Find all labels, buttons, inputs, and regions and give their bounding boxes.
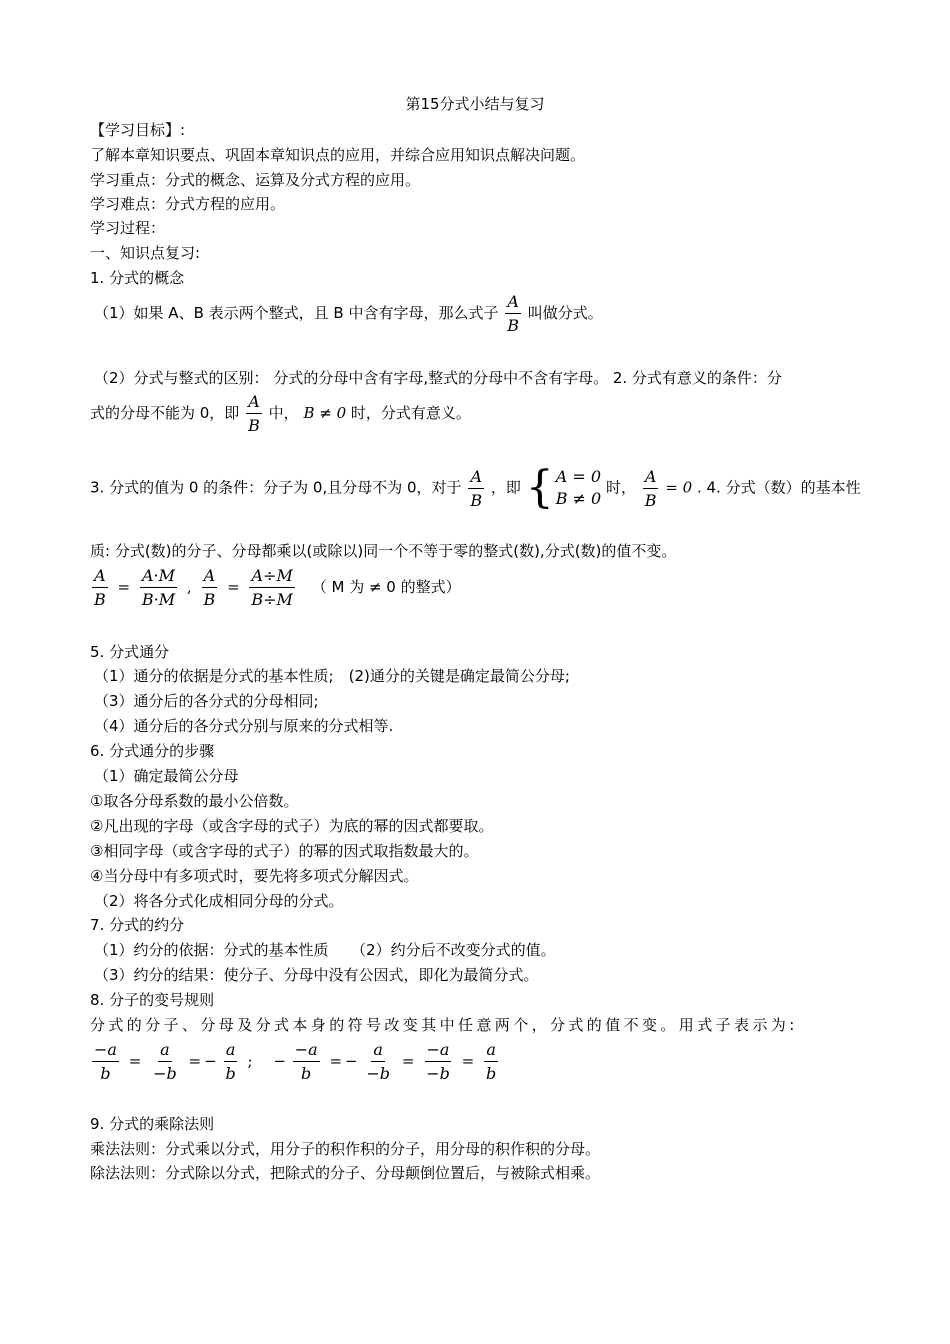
item-8-text: 分式的分子、分母及分式本身的符号改变其中任意两个，分式的值不变。用式子表示为: [90,1016,798,1034]
condition-system: { A = 0 B ≠ 0 [525,462,602,513]
fraction-a-over-b: $\frac{A}{B}$ [644,466,657,510]
item-1-heading: 1. 分式的概念 [90,269,185,287]
item-6-c: ③相同字母（或含字母的式子）的幂的因式取指数最大的。 [90,842,479,860]
case-2: B ≠ 0 [555,489,602,508]
item-1-1 [94,292,603,335]
item-1-2: （2）分式与整式的区别： 分式的分母中含有字母,整式的分母中不含有字母。 2. 分式有意义的条件：分 [94,369,782,387]
difficulty: 学习难点：分式方程的应用。 [90,195,286,213]
fraction-a-over-neg-b: $\frac{a}{-b}$ [153,1040,177,1083]
fraction-neg-a-over-b: $\frac{-a}{b}$ [294,1040,318,1083]
fraction-am-over-bm: $\frac{A\cdot M}{B\cdot M}$ [141,566,176,609]
item-5-4: （4）通分后的各分式分别与原来的分式相等. [94,717,394,735]
item-2-text: 式的分母不能为 0，即 [90,404,240,422]
item-7-3: （3）约分的结果：使分子、分母中没有公因式，即化为最简分式。 [94,966,539,984]
fraction-a-over-b-lower: $\frac{a}{b}$ [225,1040,236,1083]
case-1: A = 0 [555,467,601,486]
item-4-cont: 质: 分式(数)的分子、分母都乘以(或除以)同一个不等于零的整式(数),分式(数)的值不变。 [90,542,677,560]
fraction-adm-over-bdm: $\frac{A\div M}{B\div M}$ [251,566,293,609]
fraction-property: $\frac{A}{B}$ = $\frac{A\cdot M}{B\cdot M}$ , $\frac{A}{B}$ = $\frac{A\div M}{B\div M}$ （ M 为 ≠ 0 的整式） [94,566,461,609]
item-2-tail: 时，分式有意义。 [350,404,471,422]
condition: B ≠ 0 [303,404,347,422]
fraction-a-over-b: $\frac{A}{B}$ [507,292,520,335]
item-7-1: （1）约分的依据：分式的基本性质 （2）约分后不改变分式的值。 [94,941,556,959]
item-3-when: 时， [605,478,636,497]
item-6-a: ①取各分母系数的最小公倍数。 [90,792,299,810]
fraction-a-over-b: $\frac{A}{B}$ [470,466,483,510]
item-1-1-tail: 叫做分式。 [527,304,603,322]
item-2-cont [90,392,471,435]
goal-heading: 【学习目标】: [90,121,186,139]
fraction-neg-a-over-neg-b: $\frac{-a}{-b}$ [426,1040,450,1083]
item-5-3: （3）通分后的各分式的分母相同; [94,692,319,710]
property-note: （ M 为 ≠ 0 的整式） [311,578,461,596]
item-8-heading: 8. 分子的变号规则 [90,991,215,1009]
process: 学习过程： [90,219,166,237]
multiplication-rule: 乘法法则：分式乘以分式，用分子的积作积的分子，用分母的积作积的分母。 [90,1140,601,1158]
item-6-d: ④当分母中有多项式时，要先将多项式分解因式。 [90,867,419,885]
item-3 [90,462,861,513]
fraction-neg-a-over-b: $\frac{-a}{b}$ [94,1040,117,1083]
item-6-1: （1）确定最简公分母 [94,767,239,785]
item-2-mid: 中， [268,404,299,422]
fraction-a-over-b-lower: $\frac{a}{b}$ [485,1040,497,1083]
section-heading: 一、知识点复习: [90,244,201,262]
sign-rule: $\frac{-a}{b}$ = $\frac{a}{-b}$ = − $\frac{a}{b}$ ; − $\frac{-a}{b}$ = − $\frac{a}{-b}$ = $\frac{-a}{-b}$ = $\frac{a}{b}$ [94,1040,497,1083]
item-3-mid: ，即 [490,478,521,497]
key-point: 学习重点：分式的概念、运算及分式方程的应用。 [90,171,421,189]
goal-text: 了解本章知识要点、巩固本章知识点的应用，并综合应用知识点解决问题。 [90,146,586,164]
item-7-heading: 7. 分式的约分 [90,916,185,934]
fraction-a-over-neg-b: $\frac{a}{-b}$ [366,1040,391,1083]
item-6-2: （2）将各分式化成相同分母的分式。 [94,892,344,910]
item-6-heading: 6. 分式通分的步骤 [90,742,215,760]
fraction-a-over-b: $\frac{A}{B}$ [94,566,106,609]
item-5-heading: 5. 分式通分 [90,643,170,661]
equals-zero: = 0 [665,478,693,497]
fraction-a-over-b: $\frac{A}{B}$ [248,392,260,435]
fraction-a-over-b: $\frac{A}{B}$ [203,566,216,609]
item-1-1-text: （1）如果 A、B 表示两个整式，且 B 中含有字母，那么式子 [94,304,499,322]
division-rule: 除法法则：分式除以分式，把除式的分子、分母颠倒位置后，与被除式相乘。 [90,1164,601,1182]
item-3-text: 3. 分式的值为 0 的条件：分子为 0,且分母不为 0，对于 [90,478,462,497]
item-4-start: . 4. 分式（数）的基本性 [697,478,861,497]
page-title: 第15分式小结与复习 [405,95,545,113]
item-6-b: ②凡出现的字母（或含字母的式子）为底的幂的因式都要取。 [90,817,494,835]
item-5-1: （1）通分的依据是分式的基本性质; (2)通分的关键是确定最简公分母; [94,667,570,685]
item-9-heading: 9. 分式的乘除法则 [90,1115,215,1133]
